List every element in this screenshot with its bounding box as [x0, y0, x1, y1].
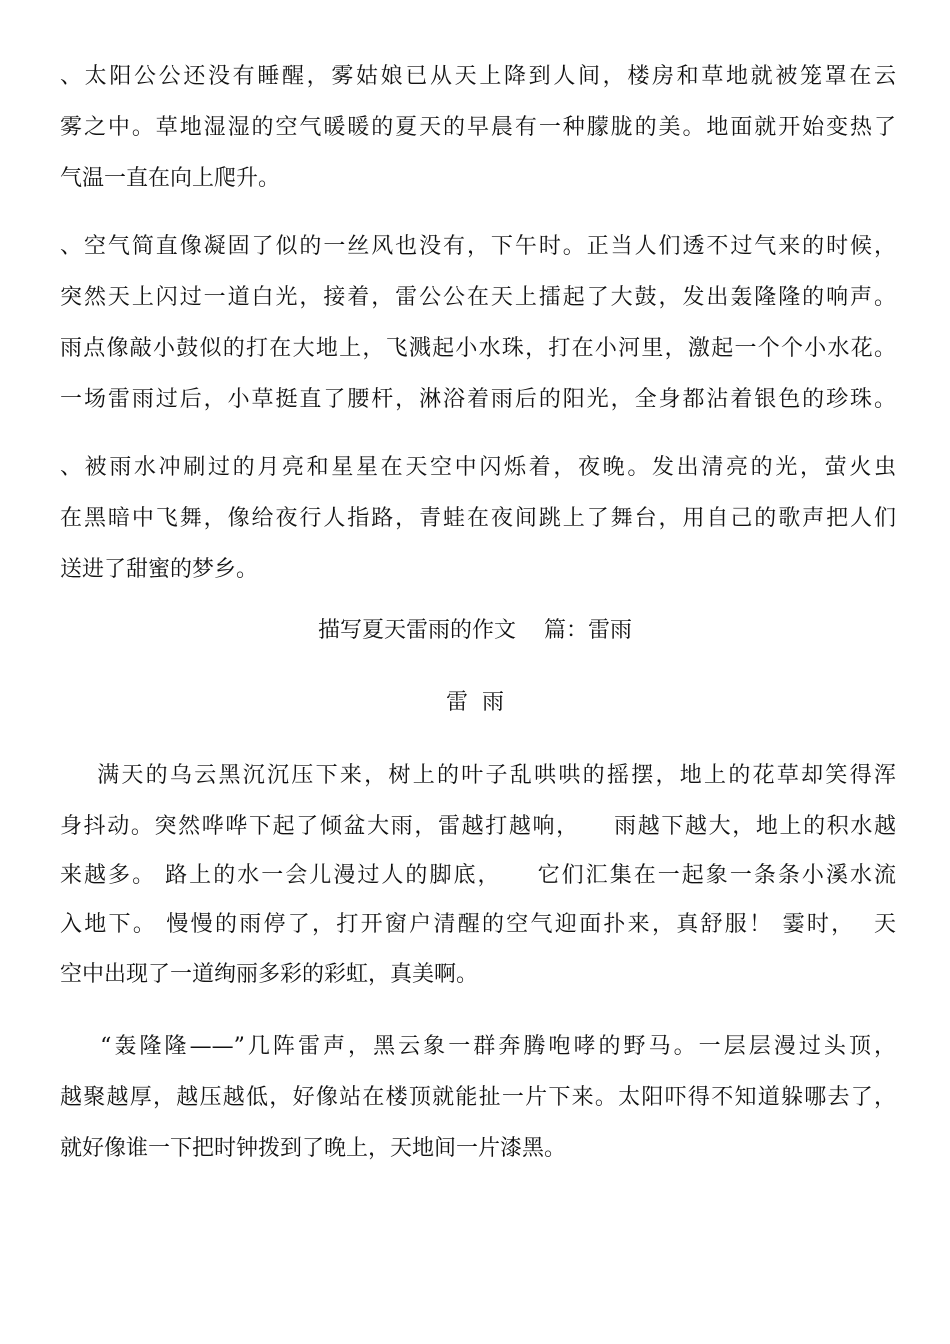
- paragraph-1-line-3: 气温一直在向上爬升。: [60, 166, 281, 191]
- paragraph-3-line-1: 、被雨水冲刷过的月亮和星星在天空中闪烁着，夜晚。发出清亮的光，萤火虫: [60, 455, 896, 480]
- paragraph-4-line-1: 满天的乌云黑沉沉压下来，树上的叶子乱哄哄的摇摆，地上的花草却笑得浑: [60, 763, 896, 788]
- paragraph-3-line-3: 送进了甜蜜的梦乡。: [60, 557, 259, 582]
- paragraph-4-line-2: 身抖动。突然哗哗下起了倾盆大雨，雷越打越响， 雨越下越大，地上的积水越: [60, 814, 896, 839]
- paragraph-2-line-4: 一场雷雨过后，小草挺直了腰杆，淋浴着雨后的阳光，全身都沾着银色的珍珠。: [60, 387, 896, 412]
- paragraph-1-line-2: 雾之中。草地湿湿的空气暖暖的夏天的早晨有一种朦胧的美。地面就开始变热了: [60, 115, 896, 140]
- essay-title: 雷 雨: [446, 690, 504, 715]
- paragraph-4-line-5: 空中出现了一道绚丽多彩的彩虹，真美啊。: [60, 962, 479, 987]
- paragraph-2-line-1: 、空气简直像凝固了似的一丝风也没有，下午时。正当人们透不过气来的时候，: [60, 234, 896, 259]
- paragraph-5-line-2: 越聚越厚，越压越低，好像站在楼顶就能扯一片下来。太阳吓得不知道躲哪去了，: [60, 1085, 896, 1110]
- paragraph-1-line-1: 、太阳公公还没有睡醒，雾姑娘已从天上降到人间，楼房和草地就被笼罩在云: [60, 64, 896, 89]
- paragraph-5-line-1: “轰隆隆——”几阵雷声，黑云象一群奔腾咆哮的野马。一层层漫过头顶，: [60, 1034, 896, 1059]
- paragraph-2-line-2: 突然天上闪过一道白光，接着，雷公公在天上擂起了大鼓，发出轰隆隆的响声。: [60, 285, 896, 310]
- paragraph-4-line-4: 入地下。 慢慢的雨停了，打开窗户清醒的空气迎面扑来，真舒服！ 霎时， 天: [60, 912, 896, 937]
- section-heading: 描写夏天雷雨的作文 篇：雷雨: [318, 618, 632, 643]
- paragraph-2-line-3: 雨点像敲小鼓似的打在大地上，飞溅起小水珠，打在小河里，激起一个个小水花。: [60, 336, 896, 361]
- paragraph-4-line-3: 来越多。 路上的水一会儿漫过人的脚底， 它们汇集在一起象一条条小溪水流: [60, 863, 896, 888]
- paragraph-3-line-2: 在黑暗中飞舞，像给夜行人指路，青蛙在夜间跳上了舞台，用自己的歌声把人们: [60, 506, 896, 531]
- paragraph-5-line-3: 就好像谁一下把时钟拨到了晚上，天地间一片漆黑。: [60, 1136, 567, 1161]
